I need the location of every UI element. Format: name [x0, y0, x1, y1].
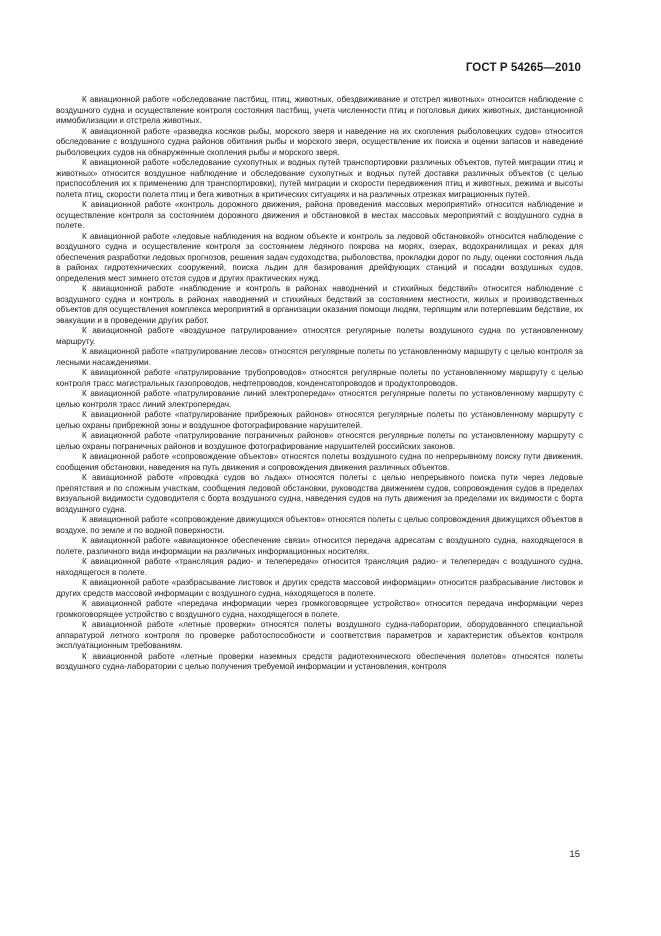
- paragraph: К авиационной работе «контроль дорожного движения, района проведения массовых мероприятий» относится наблюдение и осуществление контроля за состоянием дорожного движения и обстановкой в местах массовых мероприятий с воздушного судна в полете.: [56, 200, 583, 230]
- paragraph: К авиационной работе «обследование сухопутных и водных путей транспортировки различных объектов, путей миграции птиц и животных» относится воздушное наблюдение и обследование сухопутных и водных путей доставки различных объектов (с целью приспособления их к применению для транспортировки), путей миграции и скорости передвижения птиц и животных, режима и высоты полета птиц, скорости полета птиц и бега животных в критических ситуациях и на различных отрезках миграционных путей.: [56, 158, 583, 199]
- page-number: 15: [569, 849, 580, 860]
- paragraph: К авиационной работе «разбрасывание листовок и других средств массовой информации» относится разбрасывание листовок и других средств массовой информации с воздушного судна, находящегося в полете.: [56, 578, 583, 598]
- document-header: ГОСТ Р 54265—2010: [465, 62, 581, 74]
- paragraph: К авиационной работе «патрулирование пограничных районов» относятся регулярные полеты по установленному маршруту с целью охраны пограничных районов и воздушное фотографирование нарушителей российских законов.: [56, 431, 583, 451]
- paragraph: К авиационной работе «воздушное патрулирование» относятся регулярные полеты воздушного судна по установленному маршруту.: [56, 326, 583, 346]
- paragraph: К авиационной работе «наблюдение и контроль в районах наводнений и стихийных бедствий» относится наблюдение с воздушного судна и контроль в районах наводнений и стихийных бедствий за состоянием местности, жилых и производственных объектов для осуществления комплекса мероприятий в организации оказания помощи людям, терпящим или потерпевшим бедствие, их эвакуации и в проведении других работ.: [56, 284, 583, 325]
- paragraph: К авиационной работе «сопровождение движущихся объектов» относятся полеты с целью сопровождения движущихся объектов в воздухе, по земле и по водной поверхности.: [56, 515, 583, 535]
- paragraph: К авиационной работе «летные проверки» относятся полеты воздушного судна-лаборатории, оборудованного специальной аппаратурой летного контроля по проверке работоспособности и соответствия параметров и характеристик объектов контроля эксплуатационным требованиям.: [56, 620, 583, 650]
- paragraph: К авиационной работе «патрулирование прибрежных районов» относятся регулярные полеты по установленному маршруту с целью охраны прибрежной зоны и воздушное фотографирование нарушителей.: [56, 410, 583, 430]
- paragraph: К авиационной работе «сопровождение объектов» относятся полеты воздушного судна по непрерывному поиску пути движения, сообщения обстановки, наведения на путь движения и сопровождения движения различных объектов.: [56, 452, 583, 472]
- paragraph: К авиационной работе «патрулирование лесов» относятся регулярные полеты по установленному маршруту с целью контроля за лесными насаждениями.: [56, 347, 583, 367]
- paragraph: К авиационной работе «патрулирование линий электропередач» относятся регулярные полеты по установленному маршруту с целью контроля трасс линий электропередач.: [56, 389, 583, 409]
- paragraph: К авиационной работе «ледовые наблюдения на водном объекте и контроль за ледовой обстановкой» относится наблюдение с воздушного судна и осуществление контроля за состоянием ледяного покрова на морях, озерах, водохранилищах и реках для обеспечения разработки ледовых прогнозов, решения задач судоходства, рыболовства, прокладки дорог по льду, оценки состояния льда в районах гидротехнических сооружений, поиска льдин для базирования дрейфующих станций и посадки воздушных судов, определения мест зимнего отстоя судов и других практических нужд.: [56, 231, 583, 283]
- paragraph: К авиационной работе «передача информации через громкоговорящее устройство» относится передача информации через громкоговорящее устройство с воздушного судна, находящегося в полете.: [56, 599, 583, 619]
- paragraph: К авиационной работе «авиационное обеспечение связи» относится передача адресатам с воздушного судна, находящегося в полете, различного вида информации на различных информационных носителях.: [56, 536, 583, 556]
- paragraph: К авиационной работе «патрулирование трубопроводов» относятся регулярные полеты по установленному маршруту с целью контроля трасс магистральных газопроводов, нефтепроводов, конденсатопроводов и продуктопроводов.: [56, 368, 583, 388]
- paragraph: К авиационной работе «проводка судов во льдах» относятся полеты с целью непрерывного поиска пути через ледовые препятствия и по сложным участкам, сообщения ледовой обстановки, руководства движением судов, сопровождения судов в пределах визуальной видимости судоводителя с борта воздушного судна, наведения судов на путь движения за пределами их видимости с борта воздушного судна.: [56, 473, 583, 514]
- paragraph: К авиационной работе «летные проверки наземных средств радиотехнического обеспечения полетов» относятся полеты воздушного судна-лаборатории с целью получения требуемой информации и установления, контроля: [56, 651, 583, 671]
- document-body: [56, 95, 583, 673]
- paragraph: К авиационной работе «разведка косяков рыбы, морского зверя и наведение на их скопления рыболовецких судов» относится обследование с воздушного судна районов обитания рыбы и морского зверя, осуществление их поиска и оценки запасов и наведение рыболовецких судов на обнаруженные скопления рыбы и морского зверя.: [56, 126, 583, 157]
- paragraph: К авиационной работе «трансляция радио- и телепередач» относится трансляция радио- и телепередач с воздушного судна, находящегося в полете.: [56, 557, 583, 577]
- paragraph: К авиационной работе «обследование пастбищ, птиц, животных, обездвиживание и отстрел животных» относится наблюдение с воздушного судна и осуществление контроля состояния пастбищ, учета численности птиц и поголовья диких животных, дистанционной иммобилизации и отстрела животных.: [56, 95, 583, 125]
